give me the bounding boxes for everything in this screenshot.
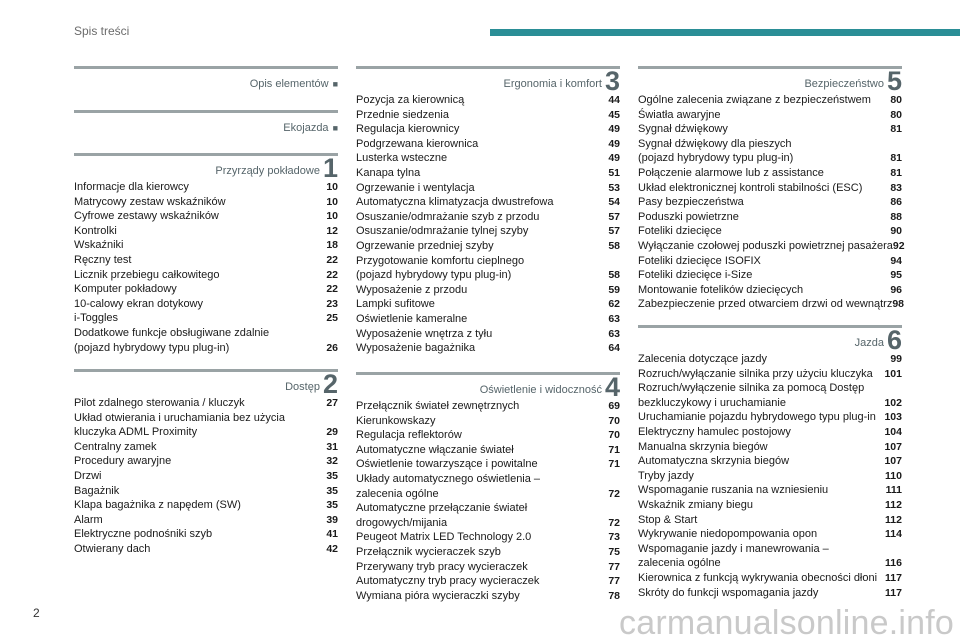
toc-entry-page: 73 <box>608 531 620 544</box>
toc-entry-page: 62 <box>608 298 620 311</box>
toc-entry[interactable] <box>356 327 620 342</box>
toc-entry[interactable] <box>74 513 338 528</box>
toc-entry-page: 111 <box>885 484 902 497</box>
toc-entry-page: 44 <box>608 94 620 106</box>
toc-entry-page: 88 <box>890 210 902 223</box>
toc-entry-page: 72 <box>608 487 620 500</box>
toc-entry[interactable] <box>74 425 338 440</box>
toc-entry-text: Przygotowanie komfortu cieplnego <box>356 254 525 267</box>
toc-entry-text: Wskaźniki <box>74 239 124 252</box>
toc-entry-text: Regulacja reflektorów <box>356 429 462 442</box>
toc-entry-text: Osuszanie/odmrażanie tylnej szyby <box>356 225 529 238</box>
toc-entry-text: Lampki sufitowe <box>356 298 435 311</box>
toc-entry-text: Alarm <box>74 513 103 526</box>
toc-column-3 <box>638 66 905 600</box>
toc-entry-page: 72 <box>608 516 620 529</box>
toc-entry[interactable] <box>638 352 902 367</box>
toc-entry[interactable] <box>356 151 620 166</box>
toc-entry-page: 104 <box>884 425 902 438</box>
toc-entry-text: Bagażnik <box>74 484 120 497</box>
toc-entry[interactable] <box>638 454 902 469</box>
toc-entry[interactable] <box>638 93 902 108</box>
toc-entry[interactable] <box>356 137 620 152</box>
toc-entry-page: 35 <box>326 484 338 497</box>
toc-entry[interactable] <box>638 224 902 239</box>
toc-entry-text: Układ otwierania i uruchamiania bez użycia <box>74 411 285 424</box>
toc-entry[interactable] <box>356 283 620 298</box>
section-number: 1 <box>322 153 338 183</box>
toc-entry[interactable] <box>356 341 620 356</box>
toc-entry-text: Skróty do funkcji wspomagania jazdy <box>638 586 819 599</box>
toc-entry-text: Wyposażenie z przodu <box>356 283 468 296</box>
toc-entry-page: 31 <box>326 440 338 453</box>
toc-entry-text: Automatyczny tryb pracy wycieraczek <box>356 575 540 588</box>
toc-entry[interactable] <box>638 181 902 196</box>
section-header <box>74 153 338 183</box>
toc-entry-text: Automatyczna skrzynia biegów <box>638 455 790 468</box>
section-title[interactable]: Bezpieczeństwo <box>804 78 884 90</box>
toc-entry[interactable] <box>356 428 620 443</box>
toc-entry-text: Światła awaryjne <box>638 108 721 121</box>
toc-entry[interactable] <box>638 440 902 455</box>
toc-entry-page: 95 <box>890 269 902 282</box>
toc-entry[interactable] <box>356 414 620 429</box>
toc-section-4 <box>356 372 620 603</box>
toc-entry-page: 112 <box>885 513 902 526</box>
toc-section-3 <box>356 66 620 372</box>
header-accent-bar <box>490 29 960 36</box>
toc-entry[interactable] <box>638 513 902 528</box>
toc-entry[interactable] <box>356 195 620 210</box>
entry-list <box>74 396 338 557</box>
toc-entry-page: 49 <box>608 152 620 165</box>
toc-entry-text: Tryby jazdy <box>638 469 694 482</box>
toc-entry-text: Ogrzewanie przedniej szyby <box>356 239 494 252</box>
section-header <box>638 325 902 355</box>
toc-entry[interactable] <box>74 454 338 469</box>
toc-entry-page: 117 <box>885 571 902 584</box>
toc-entry-text: Foteliki dziecięce <box>638 225 722 238</box>
toc-entry-page: 83 <box>890 181 902 194</box>
toc-entry[interactable] <box>356 545 620 560</box>
toc-entry-text: Ręczny test <box>74 253 132 266</box>
toc-entry-text: Cyfrowe zestawy wskaźników <box>74 210 219 223</box>
toc-entry-page: 69 <box>608 400 620 412</box>
toc-entry[interactable] <box>356 457 620 472</box>
toc-entry[interactable] <box>74 469 338 484</box>
toc-entry-text: Licznik przebiegu całkowitego <box>74 268 220 281</box>
toc-entry-text: Peugeot Matrix LED Technology 2.0 <box>356 531 532 544</box>
toc-entry-text: Pilot zdalnego sterowania / kluczyk <box>74 397 245 409</box>
section-title[interactable]: Przyrządy pokładowe <box>215 165 320 177</box>
toc-entry[interactable] <box>638 367 902 382</box>
toc-entry-page: 49 <box>608 123 620 136</box>
toc-entry-page: 53 <box>608 181 620 194</box>
toc-entry-page: 70 <box>608 429 620 442</box>
entry-list <box>356 93 620 356</box>
toc-entry[interactable] <box>638 166 902 181</box>
toc-section-5 <box>638 66 905 325</box>
toc-entry[interactable] <box>356 224 620 239</box>
toc-entry-page: 114 <box>885 528 902 541</box>
toc-entry-text: Wykrywanie niedopompowania opon <box>638 528 818 541</box>
toc-entry-text: Kierownica z funkcją wykrywania obecności dłoni <box>638 571 878 584</box>
toc-entry[interactable] <box>638 410 902 425</box>
toc-entry[interactable] <box>74 411 338 426</box>
toc-entry-page: 51 <box>608 166 620 179</box>
toc-entry[interactable] <box>638 297 905 312</box>
toc-entry-page: 80 <box>890 108 902 121</box>
toc-entry-text: Zalecenia dotyczące jazdy <box>638 353 768 365</box>
toc-entry-text: Sygnał dźwiękowy <box>638 123 728 136</box>
toc-entry-text: Wymiana pióra wycieraczki szyby <box>356 589 520 602</box>
toc-entry[interactable] <box>638 396 902 411</box>
toc-entry[interactable] <box>356 487 620 502</box>
toc-entry[interactable] <box>74 484 338 499</box>
toc-entry[interactable] <box>638 137 902 152</box>
toc-entry-text: (pojazd hybrydowy typu plug-in) <box>356 269 512 282</box>
toc-entry-text: Manualna skrzynia biegów <box>638 440 768 453</box>
toc-entry[interactable] <box>356 122 620 137</box>
toc-entry-text: Elektryczne podnośniki szyb <box>74 528 213 541</box>
toc-entry[interactable] <box>74 498 338 513</box>
toc-entry-text: Wspomaganie jazdy i manewrowania – <box>638 542 829 555</box>
toc-entry-text: Informacje dla kierowcy <box>74 181 189 193</box>
toc-entry[interactable] <box>638 469 902 484</box>
toc-entry-text: Lusterka wsteczne <box>356 152 448 165</box>
toc-entry-text: Przerywany tryb pracy wycieraczek <box>356 560 528 573</box>
toc-entry-page: 22 <box>326 268 338 281</box>
toc-entry-page: 22 <box>326 283 338 296</box>
toc-entry[interactable] <box>638 283 902 298</box>
header-title: Spis treści <box>74 24 130 38</box>
toc-entry-text: Układy automatycznego oświetlenia – <box>356 472 541 485</box>
toc-entry-page: 99 <box>890 353 902 365</box>
toc-entry-page: 94 <box>890 254 902 267</box>
toc-entry[interactable] <box>356 472 620 487</box>
toc-entry[interactable] <box>356 268 620 283</box>
toc-entry-text: Regulacja kierownicy <box>356 123 460 136</box>
toc-entry-page: 49 <box>608 137 620 150</box>
toc-entry-text: Foteliki dziecięce i-Size <box>638 269 753 282</box>
toc-entry[interactable] <box>638 381 902 396</box>
section-title[interactable]: Ekojazda <box>283 122 329 134</box>
section-title[interactable]: Opis elementów <box>249 78 329 90</box>
toc-entry-text: 10-calowy ekran dotykowy <box>74 297 204 310</box>
toc-entry[interactable] <box>356 297 620 312</box>
toc-entry-text: bezkluczykowy i uruchamianie <box>638 396 786 409</box>
toc-entry-page: 10 <box>326 210 338 223</box>
toc-entry[interactable] <box>356 166 620 181</box>
toc-entry-text: Wspomaganie ruszania na wzniesieniu <box>638 484 829 497</box>
toc-entry[interactable] <box>638 122 902 137</box>
toc-entry-page: 10 <box>326 181 338 193</box>
toc-entry[interactable] <box>74 527 338 542</box>
toc-entry-page: 80 <box>890 94 902 106</box>
toc-entry-page: 22 <box>326 253 338 266</box>
toc-entry-page: 96 <box>890 283 902 296</box>
toc-section-opis <box>74 66 338 110</box>
toc-entry[interactable] <box>638 483 902 498</box>
section-header <box>74 369 338 399</box>
toc-entry-text: Klapa bagażnika z napędem (SW) <box>74 499 241 512</box>
toc-entry-page: 77 <box>608 560 620 573</box>
toc-entry-page: 101 <box>884 367 902 380</box>
toc-entry-text: Kanapa tylna <box>356 166 421 179</box>
toc-entry[interactable] <box>638 254 902 269</box>
toc-entry-page: 39 <box>326 513 338 526</box>
toc-entry-text: Drzwi <box>74 469 102 482</box>
section-header <box>74 66 338 92</box>
toc-section-6 <box>638 325 902 600</box>
toc-entry-text: Przednie siedzenia <box>356 108 449 121</box>
toc-entry-page: 102 <box>884 396 902 409</box>
toc-entry[interactable] <box>638 542 902 557</box>
toc-column-2 <box>356 66 620 603</box>
toc-entry[interactable] <box>638 571 902 586</box>
section-number: 4 <box>604 372 620 402</box>
toc-entry-page: 12 <box>326 224 338 237</box>
toc-entry[interactable] <box>356 501 620 516</box>
page-number: 2 <box>33 606 40 620</box>
toc-entry-page: 75 <box>608 545 620 558</box>
toc-entry[interactable] <box>74 326 338 341</box>
toc-entry-text: Centralny zamek <box>74 440 157 453</box>
toc-entry[interactable] <box>356 239 620 254</box>
toc-entry-page: 116 <box>885 557 902 570</box>
toc-entry-page: 23 <box>326 297 338 310</box>
toc-entry-text: Stop & Start <box>638 513 698 526</box>
toc-entry-text: Automatyczna klimatyzacja dwustrefowa <box>356 196 554 209</box>
toc-entry-page: 25 <box>326 312 338 325</box>
toc-entry[interactable] <box>74 195 338 210</box>
toc-entry[interactable] <box>356 108 620 123</box>
toc-entry-page: 110 <box>885 469 902 482</box>
toc-entry[interactable] <box>638 498 902 513</box>
toc-entry-text: Dodatkowe funkcje obsługiwane zdalnie <box>74 326 270 339</box>
section-title[interactable]: Jazda <box>854 337 884 349</box>
section-header <box>356 66 620 96</box>
toc-entry-text: (pojazd hybrydowy typu plug-in) <box>74 341 230 354</box>
toc-entry[interactable] <box>356 589 620 604</box>
toc-entry-page: 27 <box>326 397 338 409</box>
toc-entry[interactable] <box>74 238 338 253</box>
toc-entry-page: 59 <box>608 283 620 296</box>
toc-entry[interactable] <box>74 209 338 224</box>
toc-entry-text: Osuszanie/odmrażanie szyb z przodu <box>356 210 540 223</box>
toc-entry[interactable] <box>74 224 338 239</box>
toc-entry-page: 57 <box>608 225 620 238</box>
toc-entry-page: 64 <box>608 342 620 355</box>
toc-entry-page: 107 <box>884 455 902 468</box>
toc-entry-text: Komputer pokładowy <box>74 283 177 296</box>
toc-entry-page: 63 <box>608 327 620 340</box>
toc-entry[interactable] <box>638 425 902 440</box>
toc-entry-text: Procedury awaryjne <box>74 455 172 468</box>
toc-entry-text: Rozruch/wyłączanie silnika przy użyciu kluczyka <box>638 367 873 380</box>
toc-entry[interactable] <box>74 268 338 283</box>
toc-entry-text: Rozruch/wyłączenie silnika za pomocą Dostęp <box>638 382 865 395</box>
toc-entry-text: Układ elektronicznej kontroli stabilności (ESC) <box>638 181 863 194</box>
toc-entry-page: 54 <box>608 196 620 209</box>
toc-entry-page: 90 <box>890 225 902 238</box>
entry-list <box>356 399 620 603</box>
section-title[interactable]: Oświetlenie i widoczność <box>479 384 602 396</box>
toc-entry[interactable] <box>74 282 338 297</box>
toc-entry-text: Elektryczny hamulec postojowy <box>638 425 791 438</box>
toc-entry-page: 57 <box>608 210 620 223</box>
toc-entry-page: 18 <box>326 239 338 252</box>
toc-entry[interactable] <box>74 311 338 326</box>
toc-entry-text: Montowanie fotelików dziecięcych <box>638 283 804 296</box>
toc-entry[interactable] <box>638 268 902 283</box>
toc-section-1 <box>74 153 338 369</box>
toc-entry-text: Poduszki powietrzne <box>638 210 739 223</box>
toc-entry-page: 10 <box>326 195 338 208</box>
toc-entry-text: Podgrzewana kierownica <box>356 137 479 150</box>
entry-list <box>74 180 338 355</box>
toc-entry[interactable] <box>356 560 620 575</box>
toc-entry[interactable] <box>74 542 338 557</box>
toc-column-1 <box>74 66 338 557</box>
toc-entry-text: Sygnał dźwiękowy dla pieszych <box>638 137 792 150</box>
toc-entry-text: zalecenia ogólne <box>638 557 721 570</box>
section-number: 2 <box>322 369 338 399</box>
toc-entry-text: Foteliki dziecięce ISOFIX <box>638 254 761 267</box>
toc-entry-text: Wyposażenie bagażnika <box>356 342 476 355</box>
toc-entry-text: Pasy bezpieczeństwa <box>638 196 744 209</box>
toc-entry-page: 45 <box>608 108 620 121</box>
toc-entry[interactable] <box>638 239 905 254</box>
toc-entry-page: 81 <box>890 166 902 179</box>
toc-entry[interactable] <box>356 443 620 458</box>
toc-entry-text: Przełącznik wycieraczek szyb <box>356 545 501 558</box>
toc-entry-page: 112 <box>885 498 902 511</box>
toc-entry[interactable] <box>356 399 620 414</box>
section-title[interactable]: Dostęp <box>285 381 320 393</box>
toc-entry-page: 26 <box>326 341 338 354</box>
entry-list <box>638 93 905 312</box>
watermark: carmanualsonline.info <box>619 604 954 642</box>
section-header <box>74 110 338 136</box>
toc-entry[interactable] <box>74 396 338 411</box>
toc-entry[interactable] <box>356 210 620 225</box>
toc-entry-text: Uruchamianie pojazdu hybrydowego typu plug-in <box>638 411 876 424</box>
toc-entry-page: 81 <box>890 123 902 136</box>
toc-entry-page: 77 <box>608 575 620 588</box>
toc-entry-text: i-Toggles <box>74 312 119 325</box>
section-title[interactable]: Ergonomia i komfort <box>503 78 602 90</box>
toc-entry-text: Ogólne zalecenia związane z bezpieczeństwem <box>638 94 871 106</box>
toc-entry-page: 29 <box>326 426 338 439</box>
toc-entry[interactable] <box>356 530 620 545</box>
toc-entry-page: 71 <box>608 458 620 471</box>
toc-entry-page: 41 <box>326 528 338 541</box>
section-header <box>638 66 902 96</box>
toc-entry-text: (pojazd hybrydowy typu plug-in) <box>638 152 794 165</box>
toc-entry[interactable] <box>638 527 902 542</box>
toc-entry-text: Kontrolki <box>74 224 117 237</box>
toc-entry-page: 42 <box>326 542 338 555</box>
toc-entry-page: 117 <box>885 586 902 599</box>
toc-entry-text: drogowych/mijania <box>356 516 448 529</box>
toc-entry[interactable] <box>638 151 902 166</box>
toc-entry-text: Automatyczne przełączanie świateł <box>356 502 528 515</box>
toc-entry[interactable] <box>74 440 338 455</box>
toc-entry[interactable] <box>638 210 902 225</box>
section-number: 3 <box>604 66 620 96</box>
toc-entry-text: Ogrzewanie i wentylacja <box>356 181 475 194</box>
toc-entry-text: kluczyka ADML Proximity <box>74 426 198 439</box>
section-number: 5 <box>886 66 902 96</box>
toc-entry-text: zalecenia ogólne <box>356 487 439 500</box>
section-header <box>356 372 620 402</box>
toc-entry-page: 103 <box>884 411 902 424</box>
toc-entry[interactable] <box>638 586 902 601</box>
toc-entry[interactable] <box>356 516 620 531</box>
section-marker: ■ <box>332 123 338 133</box>
toc-entry[interactable] <box>356 254 620 269</box>
toc-entry[interactable] <box>74 297 338 312</box>
toc-entry-text: Połączenie alarmowe lub z assistance <box>638 166 824 179</box>
section-marker: ■ <box>332 79 338 89</box>
toc-entry-text: Matrycowy zestaw wskaźników <box>74 195 226 208</box>
toc-entry-text: Oświetlenie kameralne <box>356 312 468 325</box>
toc-entry[interactable] <box>74 253 338 268</box>
toc-entry-text: Wskaźnik zmiany biegu <box>638 498 753 511</box>
toc-entry-text: Wyposażenie wnętrza z tyłu <box>356 327 493 340</box>
toc-entry-page: 107 <box>884 440 902 453</box>
toc-entry[interactable] <box>638 195 902 210</box>
toc-entry[interactable] <box>74 180 338 195</box>
toc-entry-page: 32 <box>326 455 338 468</box>
toc-section-2 <box>74 369 338 557</box>
toc-entry-text: Pozycja za kierownicą <box>356 94 465 106</box>
toc-entry[interactable] <box>74 341 338 356</box>
toc-entry-page: 71 <box>608 443 620 456</box>
toc-entry-text: Zabezpieczenie przed otwarciem drzwi od wewnątrz <box>638 298 893 311</box>
toc-section-ekojazda <box>74 110 338 153</box>
toc-entry-page: 70 <box>608 414 620 427</box>
toc-entry[interactable] <box>356 181 620 196</box>
toc-entry-text: Automatyczne włączanie świateł <box>356 443 514 456</box>
toc-entry-page: 92 <box>892 239 905 252</box>
toc-entry-page: 81 <box>890 152 902 165</box>
toc-entry[interactable] <box>356 574 620 589</box>
toc-entry-text: Przełącznik świateł zewnętrznych <box>356 400 520 412</box>
toc-entry-page: 86 <box>890 196 902 209</box>
toc-entry-page: 98 <box>892 298 905 311</box>
toc-entry-text: Oświetlenie towarzyszące i powitalne <box>356 458 538 471</box>
toc-entry-page: 78 <box>608 589 620 602</box>
toc-entry-page: 58 <box>608 239 620 252</box>
toc-entry-page: 35 <box>326 469 338 482</box>
toc-entry[interactable] <box>638 556 902 571</box>
toc-entry-page: 35 <box>326 499 338 512</box>
toc-entry-page: 58 <box>608 269 620 282</box>
toc-entry-text: Kierunkowskazy <box>356 414 436 427</box>
toc-entry-text: Otwierany dach <box>74 542 151 555</box>
toc-entry[interactable] <box>356 312 620 327</box>
toc-entry-text: Wyłączanie czołowej poduszki powietrznej pasażera <box>638 239 893 252</box>
toc-entry[interactable] <box>638 108 902 123</box>
entry-list <box>638 352 902 600</box>
section-number: 6 <box>886 325 902 355</box>
toc-entry[interactable] <box>356 93 620 108</box>
toc-entry-page: 63 <box>608 312 620 325</box>
